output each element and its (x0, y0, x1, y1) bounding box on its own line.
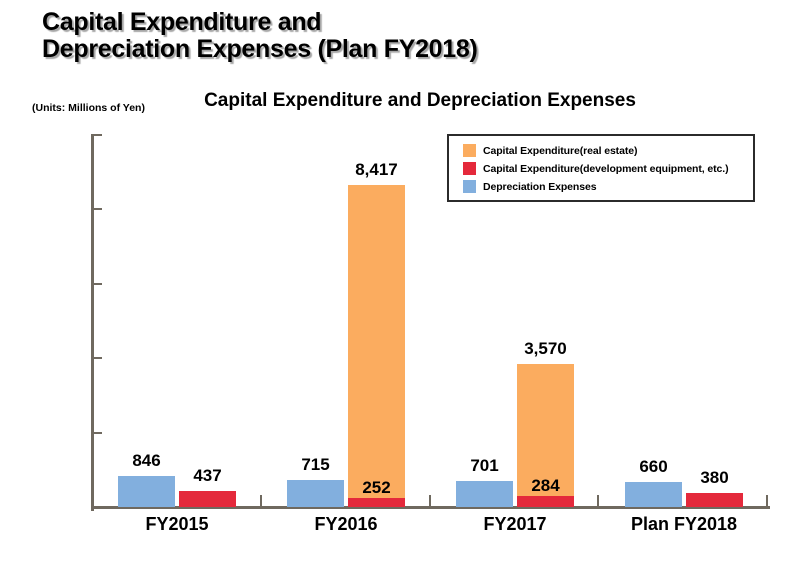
x-axis-tick (429, 495, 431, 506)
legend-label-capex-real-estate: Capital Expenditure(real estate) (483, 144, 638, 157)
bar-value-label: 660 (639, 457, 668, 476)
bar-depreciation-plan-fy2018 (625, 482, 682, 507)
legend-item-capex-real-estate (463, 144, 753, 157)
bar-depreciation-fy2017 (456, 481, 513, 507)
legend-item-depreciation-expenses (463, 180, 753, 193)
bar-value-label: 846 (132, 451, 161, 470)
bar-depreciation-fy2016 (287, 480, 344, 507)
legend-swatch-blue-icon (463, 180, 476, 193)
bar-value-label: 252 (362, 478, 391, 497)
page-title-line1: Capital Expenditure and (42, 8, 322, 36)
x-axis-category-label-fy2016: FY2016 (314, 514, 378, 534)
y-axis-tick (94, 357, 102, 359)
units-label: (Units: Millions of Yen) (32, 102, 145, 114)
bar-value-label: 284 (531, 476, 560, 495)
bar-value-label: 380 (700, 468, 729, 487)
x-axis-category-label-fy2017: FY2017 (483, 514, 547, 534)
legend-swatch-red-icon (463, 162, 476, 175)
bar-capex-real-estate-fy2016 (348, 185, 405, 498)
page-title (42, 9, 478, 63)
bar-capex-equipment-fy2016 (348, 498, 405, 507)
page-title-line2: Depreciation Expenses (Plan FY2018) (42, 35, 478, 63)
x-axis-tick (597, 495, 599, 506)
legend-label-depreciation-expenses: Depreciation Expenses (483, 180, 597, 193)
y-axis-tick (94, 432, 102, 434)
bar-value-label: 8,417 (355, 160, 398, 179)
bar-value-label: 437 (193, 466, 222, 485)
x-axis-category-label-plan-fy2018: Plan FY2018 (630, 514, 738, 534)
bar-value-label: 715 (301, 455, 330, 474)
y-axis-line (91, 134, 94, 511)
bar-capex-equipment-fy2017 (517, 496, 574, 507)
x-axis-tick (766, 495, 768, 506)
y-axis-tick (94, 208, 102, 210)
chart-legend (447, 134, 755, 202)
legend-swatch-orange-icon (463, 144, 476, 157)
legend-item-capex-development-equipment (463, 162, 753, 175)
chart-title: Capital Expenditure and Depreciation Expenses (204, 90, 636, 111)
x-axis-tick (260, 495, 262, 506)
bar-value-label: 701 (470, 456, 499, 475)
x-axis-category-label-fy2015: FY2015 (145, 514, 209, 534)
bar-value-label: 3,570 (524, 339, 567, 358)
y-axis-tick (94, 134, 102, 136)
bar-capex-equipment-fy2015 (179, 491, 236, 507)
legend-label-capex-development-equipment: Capital Expenditure(development equipment, etc.) (483, 162, 729, 175)
bar-capex-equipment-plan-fy2018 (686, 493, 743, 507)
bar-depreciation-fy2015 (118, 476, 175, 507)
y-axis-tick (94, 283, 102, 285)
